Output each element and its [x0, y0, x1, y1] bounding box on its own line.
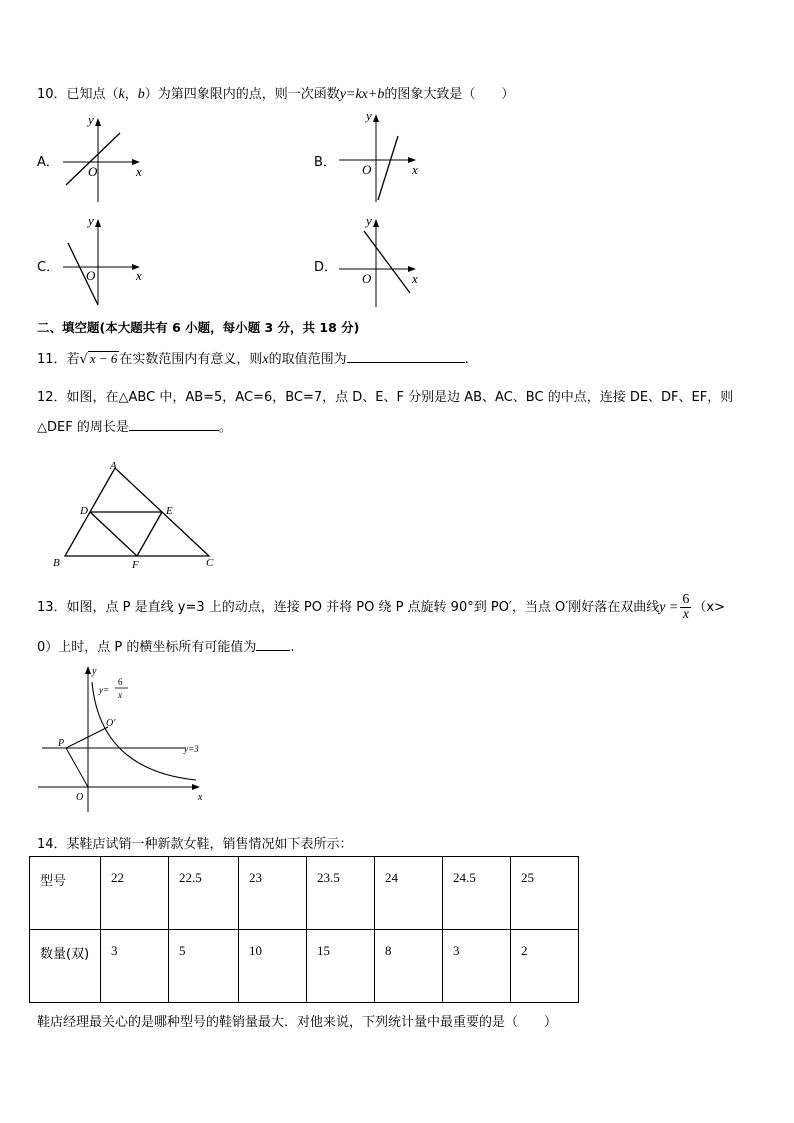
- q12-triangle-figure: [50, 458, 230, 573]
- q10-option-a-graph: [58, 110, 153, 205]
- table-cell: 10: [239, 930, 307, 1003]
- svg-text:E: E: [166, 505, 173, 517]
- q10-option-b-label: B．: [314, 155, 336, 170]
- svg-text:C: C: [206, 557, 214, 569]
- q13-hyperbola-figure: [36, 660, 216, 815]
- q13-line2: 0）上时，点 P 的横坐标所有可能值为 .: [37, 640, 295, 655]
- svg-text:P: P: [58, 738, 65, 749]
- table-cell: 3: [443, 930, 511, 1003]
- svg-text:A: A: [110, 460, 117, 472]
- svg-text:x: x: [136, 268, 142, 283]
- table-cell: 23.5: [307, 857, 375, 930]
- q13-line1: 13．如图，点 P 是直线 y=3 上的动点，连接 PO 并将 PO 绕 P 点旋转 90°到 PO′，当点 O′刚好落在双曲线y = $\frac{6}{x}$ （x>: [37, 592, 725, 622]
- svg-text:O: O: [76, 792, 84, 803]
- svg-text:y: y: [366, 213, 372, 228]
- q14-stem: 14．某鞋店试销一种新款女鞋，销售情况如下表所示：: [37, 837, 353, 852]
- q13-answer-blank[interactable]: [256, 638, 290, 651]
- q12-line1: 12．如图，在△ABC 中，AB=5，AC=6，BC=7，点 D、E、F 分别是边 AB、AC、BC 的中点，连接 DE、DF、EF，则: [37, 390, 734, 405]
- svg-text:B: B: [53, 557, 60, 569]
- svg-text:O: O: [362, 162, 372, 177]
- svg-text:O: O: [86, 268, 96, 283]
- svg-text:y: y: [88, 213, 94, 228]
- svg-text:y: y: [366, 108, 372, 123]
- svg-text:O′: O′: [106, 718, 116, 729]
- q10-option-c-label: C．: [37, 260, 60, 275]
- q14-followup: 鞋店经理最关心的是哪种型号的鞋销量最大．对他来说，下列统计量中最重要的是（ ）: [37, 1015, 558, 1030]
- svg-text:x: x: [412, 162, 418, 177]
- svg-text:y: y: [88, 112, 94, 127]
- q10-stem: 10．已知点（k，b）为第四象限内的点，则一次函数y=kx+b的图象大致是（ ）: [37, 87, 515, 102]
- svg-text:O: O: [88, 164, 98, 179]
- q10-option-d-graph: [334, 211, 429, 311]
- table-cell: 8: [375, 930, 443, 1003]
- q10-option-a-label: A．: [37, 155, 59, 170]
- svg-text:x: x: [198, 792, 203, 803]
- sqrt-symbol: √: [79, 352, 88, 367]
- section-2-title: 二、填空题(本大题共有 6 小题，每小题 3 分，共 18 分): [37, 320, 360, 335]
- table-cell: 5: [169, 930, 239, 1003]
- q10-option-d-label: D．: [314, 260, 338, 275]
- svg-text:y=: y=: [99, 685, 110, 695]
- svg-text:y=3: y=3: [184, 744, 199, 754]
- table-header-count: 数量(双): [30, 930, 101, 1003]
- q13-fraction: $\frac{6}{x}$: [682, 592, 690, 622]
- q10-option-b-graph: [334, 106, 429, 206]
- svg-text:6: 6: [118, 677, 123, 687]
- table-cell: 3: [101, 930, 169, 1003]
- table-cell: 22.5: [169, 857, 239, 930]
- table-header-size: 型号: [30, 857, 101, 930]
- q11-answer-blank[interactable]: [347, 350, 465, 363]
- table-cell: 15: [307, 930, 375, 1003]
- table-cell: 2: [511, 930, 579, 1003]
- table-row: [30, 930, 579, 1003]
- svg-text:x: x: [118, 690, 122, 700]
- svg-text:F: F: [132, 559, 139, 571]
- q11-stem: 11．若√ x − 6 在实数范围内有意义，则x的取值范围为 .: [37, 351, 469, 367]
- table-cell: 23: [239, 857, 307, 930]
- q10-option-c-graph: [58, 213, 153, 308]
- svg-text:x: x: [136, 164, 142, 179]
- table-cell: 22: [101, 857, 169, 930]
- svg-text:O: O: [362, 271, 372, 286]
- table-row: [30, 857, 579, 930]
- q12-line2: △DEF 的周长是 。: [37, 420, 232, 435]
- table-cell: 24.5: [443, 857, 511, 930]
- svg-text:D: D: [80, 505, 88, 517]
- svg-text:x: x: [412, 271, 418, 286]
- table-cell: 25: [511, 857, 579, 930]
- table-cell: 24: [375, 857, 443, 930]
- q14-sales-table: [29, 856, 579, 1003]
- q12-answer-blank[interactable]: [129, 418, 219, 431]
- svg-text:y: y: [92, 666, 97, 677]
